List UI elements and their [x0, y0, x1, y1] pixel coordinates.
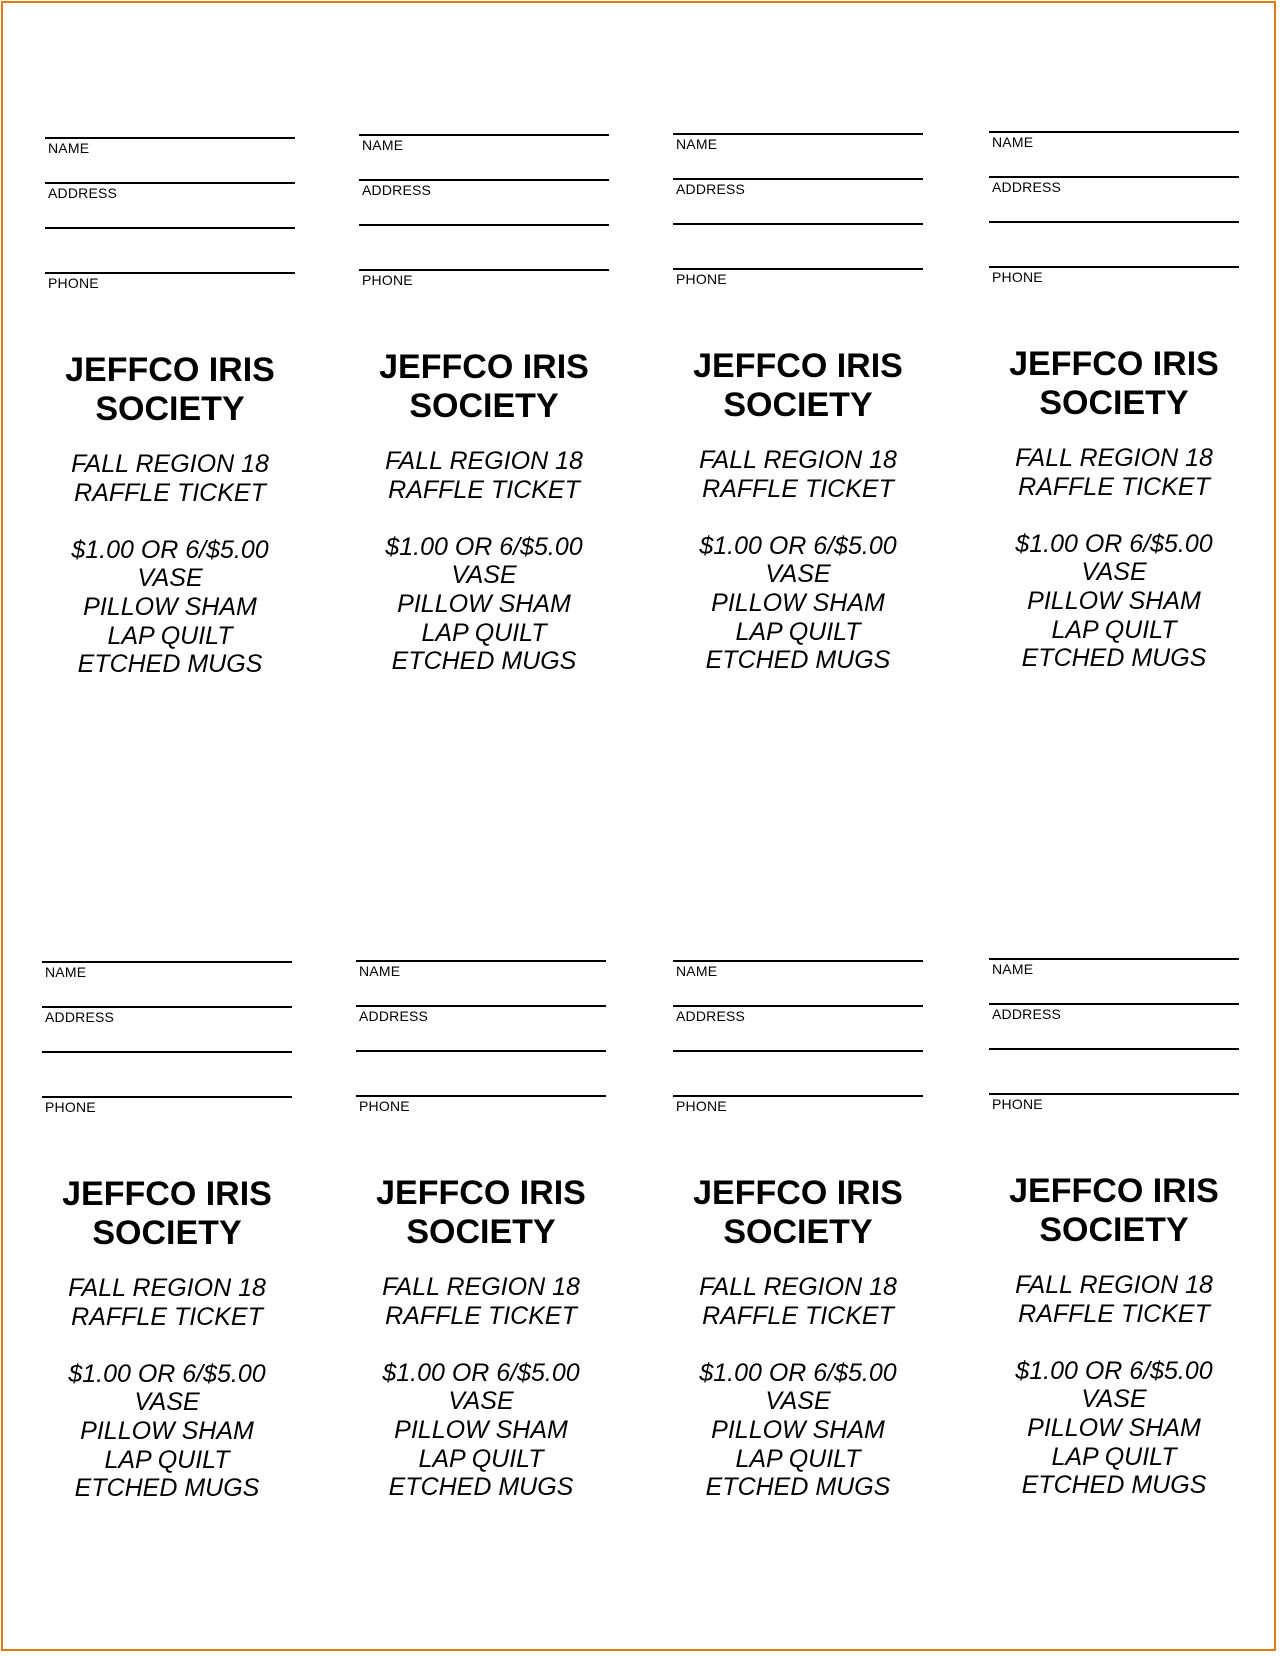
prize-item: ETCHED MUGS: [705, 1473, 891, 1502]
name-field[interactable]: [673, 960, 923, 982]
name-label: NAME: [362, 137, 404, 153]
phone-label: PHONE: [45, 1099, 96, 1115]
name-label: NAME: [676, 136, 718, 152]
ticket-details: [336, 1273, 626, 1502]
address-field[interactable]: [673, 178, 923, 200]
title-line-1: JEFFCO IRIS: [693, 1174, 903, 1212]
title-line-2: SOCIETY: [723, 1213, 873, 1251]
address-field[interactable]: [989, 176, 1239, 198]
phone-label: PHONE: [676, 271, 727, 287]
raffle-ticket-sheet: [1, 1, 1276, 1651]
prize-item: VASE: [451, 561, 517, 590]
title-line-2: SOCIETY: [723, 386, 873, 424]
prize-item: PILLOW SHAM: [397, 589, 571, 618]
prize-item: ETCHED MUGS: [391, 647, 577, 676]
ticket-type: RAFFLE TICKET: [385, 1301, 577, 1330]
prize-item: LAP QUILT: [735, 617, 861, 646]
address-label: ADDRESS: [676, 181, 746, 197]
name-field[interactable]: [45, 137, 295, 159]
prize-item: ETCHED MUGS: [388, 1473, 574, 1502]
ticket-type: RAFFLE TICKET: [71, 1302, 263, 1331]
price-text: $1.00 OR 6/$5.00: [699, 531, 897, 560]
address-line-2[interactable]: [673, 1050, 923, 1054]
prize-item: LAP QUILT: [1051, 615, 1177, 644]
event-name: FALL REGION 18: [699, 1273, 897, 1301]
event-name: FALL REGION 18: [1015, 444, 1213, 472]
prize-item: ETCHED MUGS: [74, 1474, 260, 1503]
address-label: ADDRESS: [48, 185, 118, 201]
address-line-2[interactable]: [42, 1051, 292, 1055]
prize-item: VASE: [1081, 558, 1147, 587]
address-line-2[interactable]: [45, 227, 295, 231]
phone-field[interactable]: [673, 1095, 923, 1117]
prize-item: LAP QUILT: [421, 618, 547, 647]
address-field[interactable]: [42, 1006, 292, 1028]
name-field[interactable]: [356, 960, 606, 982]
price-text: $1.00 OR 6/$5.00: [1015, 1356, 1213, 1385]
address-label: ADDRESS: [45, 1009, 115, 1025]
phone-field[interactable]: [356, 1095, 606, 1117]
phone-field[interactable]: [359, 269, 609, 291]
phone-field[interactable]: [673, 268, 923, 290]
prize-item: VASE: [765, 1387, 831, 1416]
ticket-title: [653, 347, 943, 425]
title-line-1: JEFFCO IRIS: [1009, 1172, 1219, 1210]
raffle-ticket: [989, 958, 1239, 1518]
prize-item: VASE: [765, 560, 831, 589]
prize-item: ETCHED MUGS: [1021, 1471, 1207, 1500]
prize-item: LAP QUILT: [1051, 1442, 1177, 1471]
name-label: NAME: [48, 140, 90, 156]
price-text: $1.00 OR 6/$5.00: [699, 1358, 897, 1387]
event-name: FALL REGION 18: [385, 447, 583, 475]
address-line-2[interactable]: [359, 224, 609, 228]
ticket-title: [653, 1174, 943, 1252]
phone-label: PHONE: [362, 272, 413, 288]
name-label: NAME: [45, 964, 87, 980]
event-name: FALL REGION 18: [1015, 1271, 1213, 1299]
ticket-type: RAFFLE TICKET: [388, 475, 580, 504]
name-field[interactable]: [673, 133, 923, 155]
title-line-1: JEFFCO IRIS: [62, 1175, 272, 1213]
prize-item: VASE: [448, 1387, 514, 1416]
name-label: NAME: [676, 963, 718, 979]
address-field[interactable]: [356, 1005, 606, 1027]
prize-item: PILLOW SHAM: [80, 1416, 254, 1445]
ticket-title: [25, 351, 315, 429]
address-label: ADDRESS: [992, 179, 1062, 195]
name-label: NAME: [992, 961, 1034, 977]
ticket-title: [22, 1175, 312, 1253]
prize-item: LAP QUILT: [107, 621, 233, 650]
phone-label: PHONE: [992, 269, 1043, 285]
name-label: NAME: [359, 963, 401, 979]
price-text: $1.00 OR 6/$5.00: [382, 1358, 580, 1387]
raffle-ticket: [42, 961, 292, 1521]
ticket-type: RAFFLE TICKET: [702, 474, 894, 503]
raffle-ticket: [989, 131, 1239, 691]
ticket-details: [653, 1273, 943, 1502]
phone-label: PHONE: [48, 275, 99, 291]
ticket-title: [969, 345, 1259, 423]
raffle-ticket: [673, 960, 923, 1520]
title-line-2: SOCIETY: [1039, 384, 1189, 422]
prize-item: PILLOW SHAM: [1027, 1413, 1201, 1442]
prize-item: VASE: [134, 1388, 200, 1417]
address-line-2[interactable]: [673, 223, 923, 227]
title-line-1: JEFFCO IRIS: [376, 1174, 586, 1212]
title-line-1: JEFFCO IRIS: [693, 347, 903, 385]
prize-item: PILLOW SHAM: [83, 592, 257, 621]
prize-item: PILLOW SHAM: [711, 588, 885, 617]
prize-item: PILLOW SHAM: [1027, 586, 1201, 615]
ticket-details: [339, 447, 629, 676]
price-text: $1.00 OR 6/$5.00: [71, 535, 269, 564]
address-field[interactable]: [989, 1003, 1239, 1025]
ticket-type: RAFFLE TICKET: [1018, 472, 1210, 501]
ticket-details: [22, 1274, 312, 1503]
address-label: ADDRESS: [676, 1008, 746, 1024]
phone-field[interactable]: [989, 1093, 1239, 1115]
price-text: $1.00 OR 6/$5.00: [385, 532, 583, 561]
title-line-2: SOCIETY: [1039, 1211, 1189, 1249]
address-label: ADDRESS: [362, 182, 432, 198]
address-line-2[interactable]: [356, 1050, 606, 1054]
name-field[interactable]: [989, 131, 1239, 153]
ticket-details: [25, 450, 315, 679]
address-line-2[interactable]: [989, 221, 1239, 225]
raffle-ticket: [45, 137, 295, 697]
name-field[interactable]: [989, 958, 1239, 980]
title-line-2: SOCIETY: [92, 1214, 242, 1252]
ticket-title: [336, 1174, 626, 1252]
ticket-title: [969, 1172, 1259, 1250]
title-line-1: JEFFCO IRIS: [1009, 345, 1219, 383]
raffle-ticket: [356, 960, 606, 1520]
address-field[interactable]: [359, 179, 609, 201]
prize-item: LAP QUILT: [104, 1445, 230, 1474]
event-name: FALL REGION 18: [699, 446, 897, 474]
prize-item: PILLOW SHAM: [711, 1415, 885, 1444]
phone-label: PHONE: [359, 1098, 410, 1114]
name-field[interactable]: [42, 961, 292, 983]
event-name: FALL REGION 18: [71, 450, 269, 478]
prize-item: LAP QUILT: [418, 1444, 544, 1473]
title-line-2: SOCIETY: [409, 387, 559, 425]
event-name: FALL REGION 18: [382, 1273, 580, 1301]
address-line-2[interactable]: [989, 1048, 1239, 1052]
phone-label: PHONE: [676, 1098, 727, 1114]
title-line-2: SOCIETY: [406, 1213, 556, 1251]
name-field[interactable]: [359, 134, 609, 156]
price-text: $1.00 OR 6/$5.00: [1015, 529, 1213, 558]
price-text: $1.00 OR 6/$5.00: [68, 1359, 266, 1388]
name-label: NAME: [992, 134, 1034, 150]
title-line-2: SOCIETY: [95, 390, 245, 428]
phone-field[interactable]: [42, 1096, 292, 1118]
title-line-1: JEFFCO IRIS: [65, 351, 275, 389]
raffle-ticket: [673, 133, 923, 693]
phone-field[interactable]: [45, 272, 295, 294]
ticket-details: [969, 1271, 1259, 1500]
ticket-details: [653, 446, 943, 675]
phone-label: PHONE: [992, 1096, 1043, 1112]
address-label: ADDRESS: [359, 1008, 429, 1024]
phone-field[interactable]: [989, 266, 1239, 288]
prize-item: ETCHED MUGS: [77, 650, 263, 679]
ticket-title: [339, 348, 629, 426]
ticket-type: RAFFLE TICKET: [74, 478, 266, 507]
raffle-ticket: [359, 134, 609, 694]
address-field[interactable]: [45, 182, 295, 204]
address-field[interactable]: [673, 1005, 923, 1027]
prize-item: LAP QUILT: [735, 1444, 861, 1473]
ticket-details: [969, 444, 1259, 673]
ticket-type: RAFFLE TICKET: [702, 1301, 894, 1330]
ticket-type: RAFFLE TICKET: [1018, 1299, 1210, 1328]
prize-item: PILLOW SHAM: [394, 1415, 568, 1444]
event-name: FALL REGION 18: [68, 1274, 266, 1302]
prize-item: ETCHED MUGS: [705, 646, 891, 675]
address-label: ADDRESS: [992, 1006, 1062, 1022]
prize-item: ETCHED MUGS: [1021, 644, 1207, 673]
prize-item: VASE: [1081, 1385, 1147, 1414]
title-line-1: JEFFCO IRIS: [379, 348, 589, 386]
prize-item: VASE: [137, 564, 203, 593]
